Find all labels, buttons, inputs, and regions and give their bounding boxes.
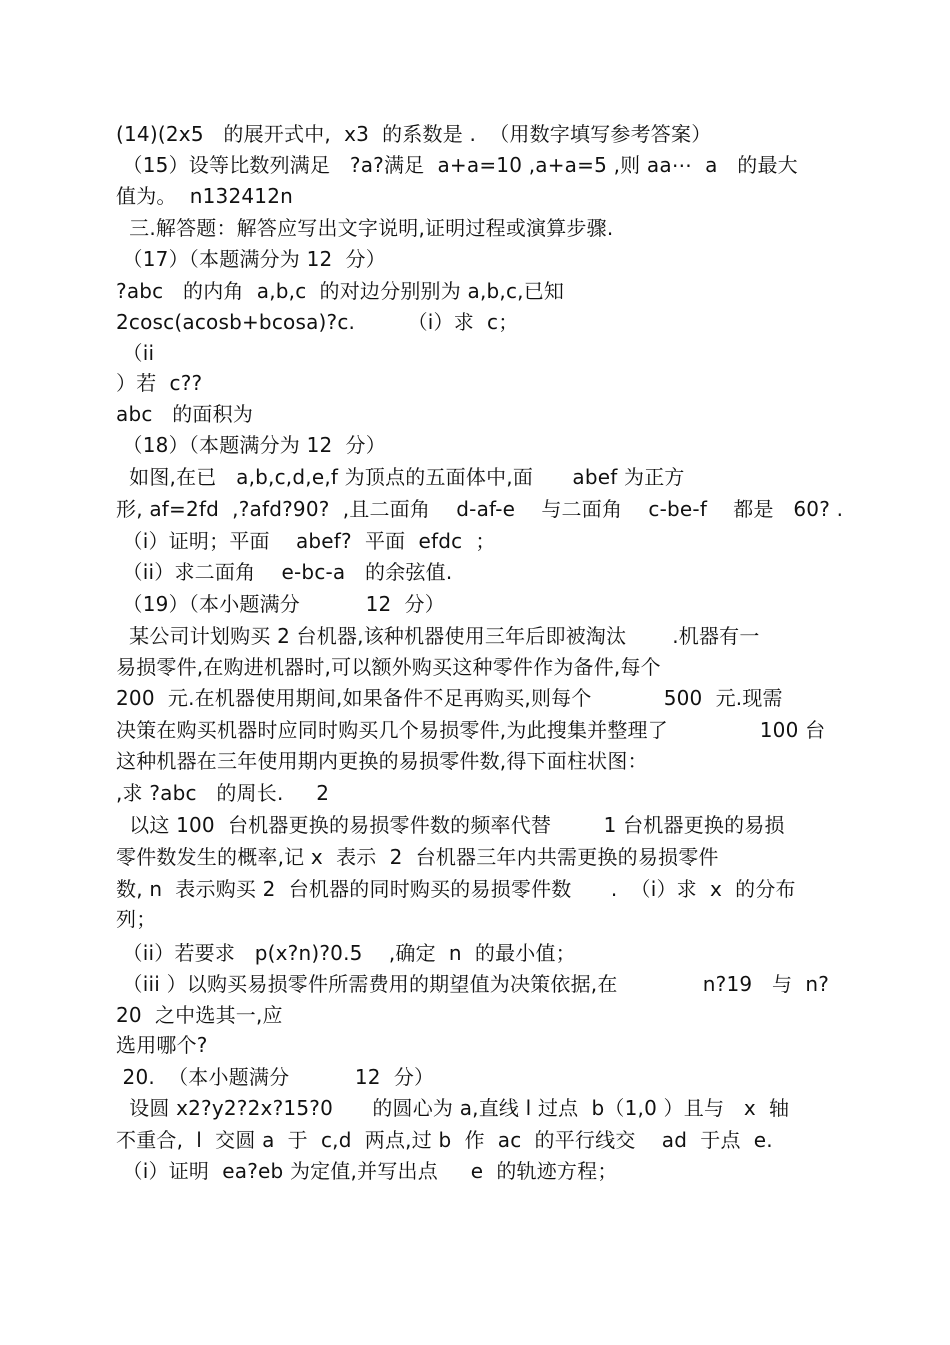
text-line-q19-6: ,求 ?abc 的周长. 2 bbox=[116, 781, 330, 805]
text-line-q17-2: 2cosc(acosb+bcosa)?c. （i）求 c； bbox=[116, 310, 519, 334]
text-line-q14: (14)(2x5 的展开式中, x3 的系数是 . （用数字填写参考答案） bbox=[116, 122, 712, 146]
text-line-q19-title: （19）（本小题满分 12 分） bbox=[116, 592, 445, 616]
text-line-q18-4: （ii）求二面角 e-bc-a 的余弦值. bbox=[116, 560, 453, 584]
text-line-q19-10: 列； bbox=[116, 907, 157, 931]
text-line-q17-4: ）若 c?? bbox=[116, 371, 203, 395]
text-line-q19-1: 某公司计划购买 2 台机器,该种机器使用三年后即被淘汰 .机器有一 bbox=[116, 624, 760, 648]
text-line-q19-14: 选用哪个? bbox=[116, 1033, 208, 1057]
text-line-q18-2: 形, af=2fd ,?afd?90? ,且二面角 d-af-e 与二面角 c-be-f 都是 60? . bbox=[116, 497, 844, 521]
text-line-q18-1: 如图,在已 a,b,c,d,e,f 为顶点的五面体中,面 abef 为正方 bbox=[116, 465, 685, 489]
text-line-q19-13: 20 之中选其一,应 bbox=[116, 1003, 283, 1027]
text-line-q20-2: 不重合, l 交圆 a 于 c,d 两点,过 b 作 ac 的平行线交 ad 于点 e. bbox=[116, 1128, 773, 1152]
text-line-q19-7: 以这 100 台机器更换的易损零件数的频率代替 1 台机器更换的易损 bbox=[116, 813, 785, 837]
text-line-q15-cont: 值为。 n132412n bbox=[116, 184, 294, 208]
text-line-q20-1: 设圆 x2?y2?2x?15?0 的圆心为 a,直线 l 过点 b（1,0 ）且与 x 轴 bbox=[116, 1096, 790, 1120]
text-line-q17-1: ?abc 的内角 a,b,c 的对边分别别为 a,b,c,已知 bbox=[116, 279, 565, 303]
text-line-q19-11: （ii）若要求 p(x?n)?0.5 ,确定 n 的最小值； bbox=[116, 941, 576, 965]
text-line-q19-9: 数, n 表示购买 2 台机器的同时购买的易损零件数 . （i）求 x 的分布 bbox=[116, 877, 796, 901]
text-line-q19-3: 200 元.在机器使用期间,如果备件不足再购买,则每个 500 元.现需 bbox=[116, 686, 783, 710]
text-line-q18-title: （18）（本题满分为 12 分） bbox=[116, 433, 386, 457]
text-line-q19-12: （iii ）以购买易损零件所需费用的期望值为决策依据,在 n?19 与 n? bbox=[116, 972, 830, 996]
text-line-q18-3: （i）证明；平面 abef? 平面 efdc ； bbox=[116, 529, 496, 553]
text-line-q17-3: （ii bbox=[116, 341, 155, 365]
text-line-q19-2: 易损零件,在购进机器时,可以额外购买这种零件作为备件,每个 bbox=[116, 655, 661, 679]
text-line-q15: （15）设等比数列满足 ?a?满足 a+a=10 ,a+a=5 ,则 aa⋯ a 的最大 bbox=[116, 153, 798, 177]
text-line-q19-5: 这种机器在三年使用期内更换的易损零件数,得下面柱状图： bbox=[116, 749, 648, 773]
text-line-q20-title: 20. （本小题满分 12 分） bbox=[116, 1065, 435, 1089]
text-line-q17-title: （17）（本题满分为 12 分） bbox=[116, 247, 386, 271]
text-line-q17-5: abc 的面积为 bbox=[116, 402, 254, 426]
text-line-q19-4: 决策在购买机器时应同时购买几个易损零件,为此搜集并整理了 100 台 bbox=[116, 718, 826, 742]
section-heading: 三.解答题：解答应写出文字说明,证明过程或演算步骤. bbox=[116, 216, 614, 240]
text-line-q19-8: 零件数发生的概率,记 x 表示 2 台机器三年内共需更换的易损零件 bbox=[116, 845, 719, 869]
text-line-q20-3: （i）证明 ea?eb 为定值,并写出点 e 的轨迹方程； bbox=[116, 1159, 618, 1183]
